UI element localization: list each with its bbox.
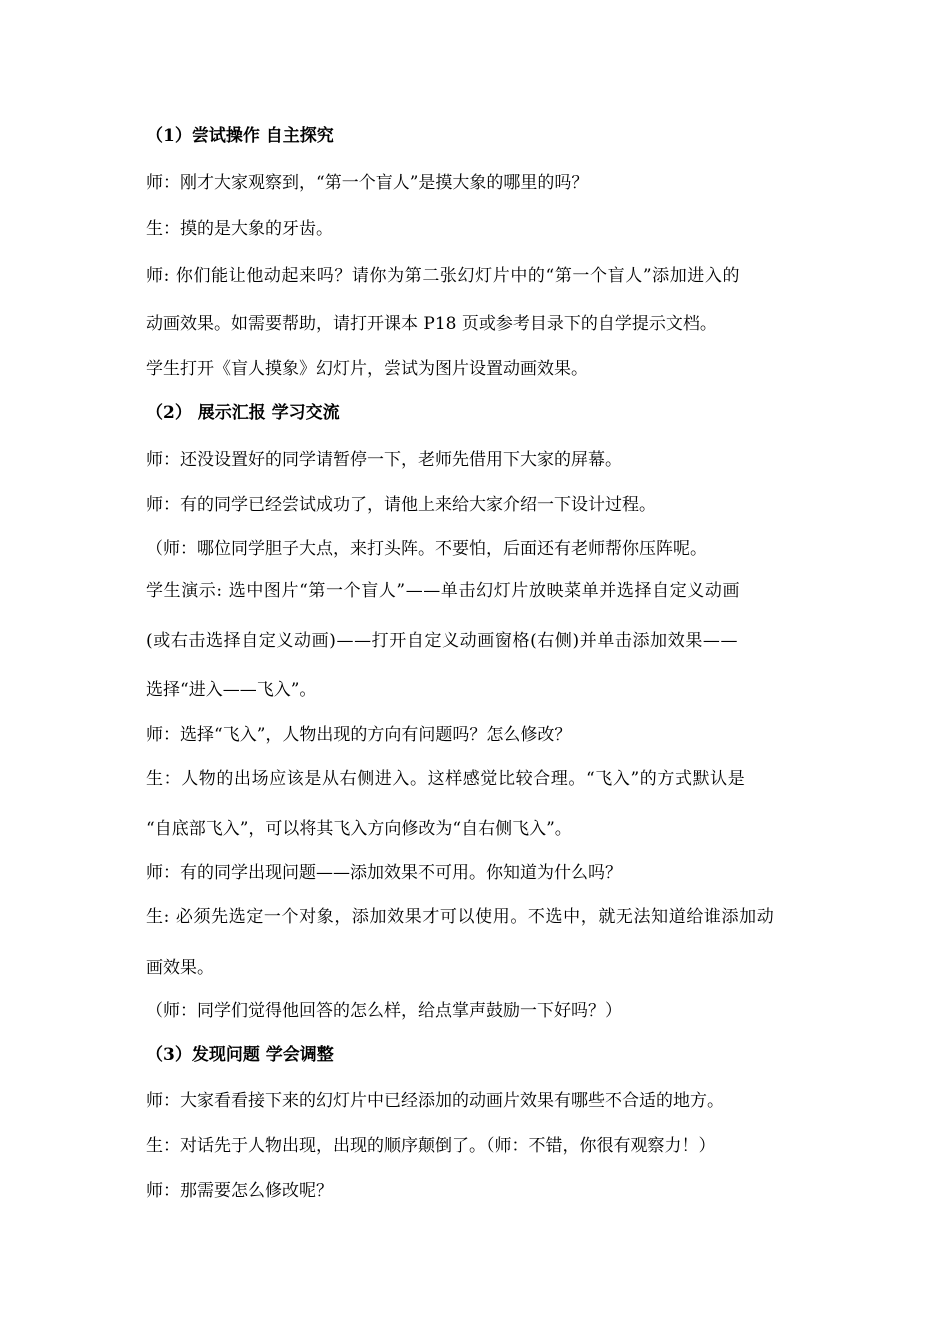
dialogue-line: （师：哪位同学胆子大点，来打头阵。不要怕，后面还有老师帮你压阵呢。: [146, 539, 707, 559]
dialogue-line: 师：大家看看接下来的幻灯片中已经添加的动画片效果有哪些不合适的地方。: [146, 1091, 724, 1111]
dialogue-line: 师：有的同学出现问题——添加效果不可用。你知道为什么吗？: [146, 863, 622, 883]
dialogue-line: 师：刚才大家观察到，“第一个盲人”是摸大象的哪里的吗？: [146, 173, 589, 193]
dialogue-line: 师：还没设置好的同学请暂停一下，老师先借用下大家的屏幕。: [146, 450, 622, 470]
dialogue-line: 学生演示: 选中图片“第一个盲人”——单击幻灯片放映菜单并选择自定义动画: [146, 581, 741, 601]
dialogue-line: 生：人物的出场应该是从右侧进入。这样感觉比较合理。“飞入”的方式默认是: [146, 769, 746, 789]
dialogue-line: 师: 你们能让他动起来吗？请你为第二张幻灯片中的“第一个盲人”添加进入的: [146, 266, 741, 286]
dialogue-line: 师：那需要怎么修改呢？: [146, 1181, 333, 1201]
dialogue-line: 生：对话先于人物出现，出现的顺序颠倒了。（师：不错，你很有观察力！）: [146, 1136, 716, 1156]
dialogue-line: (或右击选择自定义动画)——打开自定义动画窗格(右侧)并单击添加效果——: [146, 631, 739, 651]
dialogue-line: 画效果。: [146, 958, 214, 978]
dialogue-line: “自底部飞入”，可以将其飞入方向修改为“自右侧飞入”。: [146, 819, 572, 839]
section-heading-2: （2） 展示汇报 学习交流: [146, 403, 340, 423]
section-heading-1: （1）尝试操作 自主探究: [146, 126, 334, 146]
dialogue-line: 生: 必须先选定一个对象，添加效果才可以使用。不选中，就无法知道给谁添加动: [146, 907, 775, 927]
dialogue-line: 动画效果。如需要帮助，请打开课本 P18 页或参考目录下的自学提示文档。: [146, 314, 717, 334]
dialogue-line: 选择“进入——飞入”。: [146, 680, 317, 700]
section-heading-3: （3）发现问题 学会调整: [146, 1045, 334, 1065]
dialogue-line: 生：摸的是大象的牙齿。: [146, 219, 333, 239]
dialogue-line: 师：有的同学已经尝试成功了，请他上来给大家介绍一下设计过程。: [146, 495, 656, 515]
dialogue-line: （师：同学们觉得他回答的怎么样，给点掌声鼓励一下好吗？）: [146, 1001, 622, 1021]
dialogue-line: 学生打开《盲人摸象》幻灯片，尝试为图片设置动画效果。: [146, 359, 588, 379]
dialogue-line: 师：选择“飞入”，人物出现的方向有问题吗？怎么修改？: [146, 725, 572, 745]
